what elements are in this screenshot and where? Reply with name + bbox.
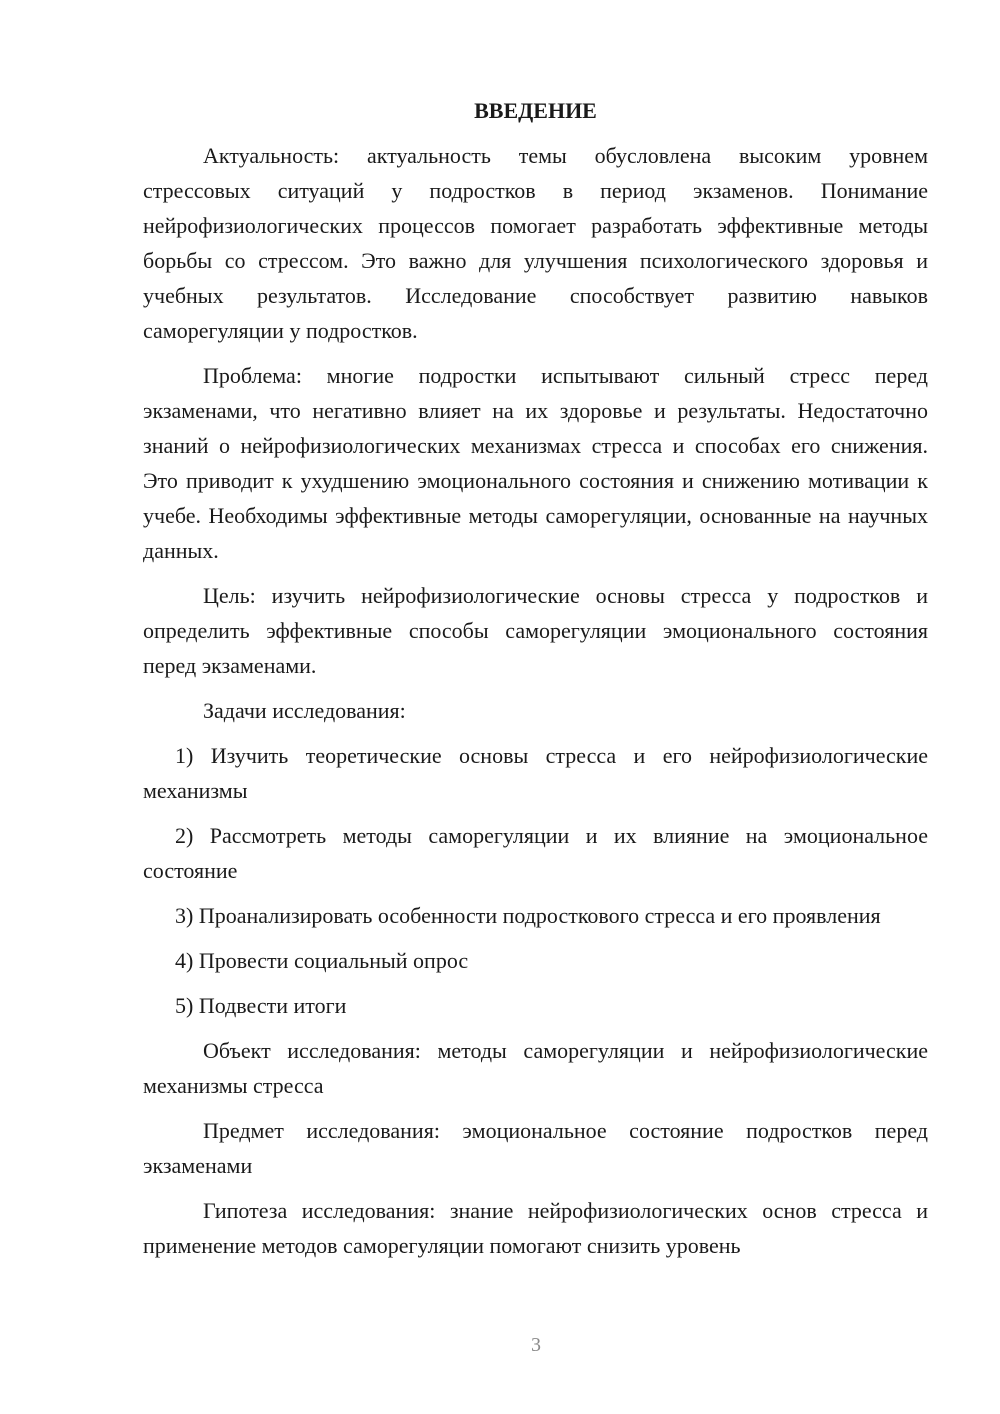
paragraph-problem: Проблема: многие подростки испытывают сильный стресс перед экзаменами, что негативно влияет на их здоровье и результаты. Недостаточно знаний о нейрофизиологических механизмах стресса и способах его снижения. Это приводит к ухудшению эмоционального состояния и снижению мотивации к учебе. Необходимы эффективные методы саморегуляции, основанные на научных данных.	[143, 363, 928, 563]
paragraph-hypothesis: Гипотеза исследования: знание нейрофизиологических основ стресса и применение методов саморегуляции помогают снизить уровень	[143, 1198, 928, 1258]
page-number: 3	[531, 1334, 541, 1356]
task-item: 5) Подвести итоги	[175, 993, 347, 1018]
document-page	[143, 93, 928, 1273]
task-item: 2) Рассмотреть методы саморегуляции и их влияние на эмоциональное состояние	[143, 823, 928, 883]
task-item: 1) Изучить теоретические основы стресса и его нейрофизиологические механизмы	[143, 743, 928, 803]
paragraph-object: Объект исследования: методы саморегуляции и нейрофизиологические механизмы стресса	[143, 1038, 928, 1098]
paragraph-goal: Цель: изучить нейрофизиологические основы стресса у подростков и определить эффективные способы саморегуляции эмоционального состояния перед экзаменами.	[143, 583, 928, 678]
task-item: 4) Провести социальный опрос	[175, 948, 469, 973]
tasks-heading: Задачи исследования:	[203, 698, 406, 723]
section-title: ВВЕДЕНИЕ	[474, 98, 597, 123]
paragraph-subject: Предмет исследования: эмоциональное состояние подростков перед экзаменами	[143, 1118, 928, 1178]
paragraph-relevance: Актуальность: актуальность темы обусловлена высоким уровнем стрессовых ситуаций у подростков в период экзаменов. Понимание нейрофизиологических процессов помогает разработать эффективные методы борьбы со стрессом. Это важно для улучшения психологического здоровья и учебных результатов. Исследование способствует развитию навыков саморегуляции у подростков.	[143, 143, 928, 343]
task-item: 3) Проанализировать особенности подросткового стресса и его проявления	[175, 903, 881, 928]
